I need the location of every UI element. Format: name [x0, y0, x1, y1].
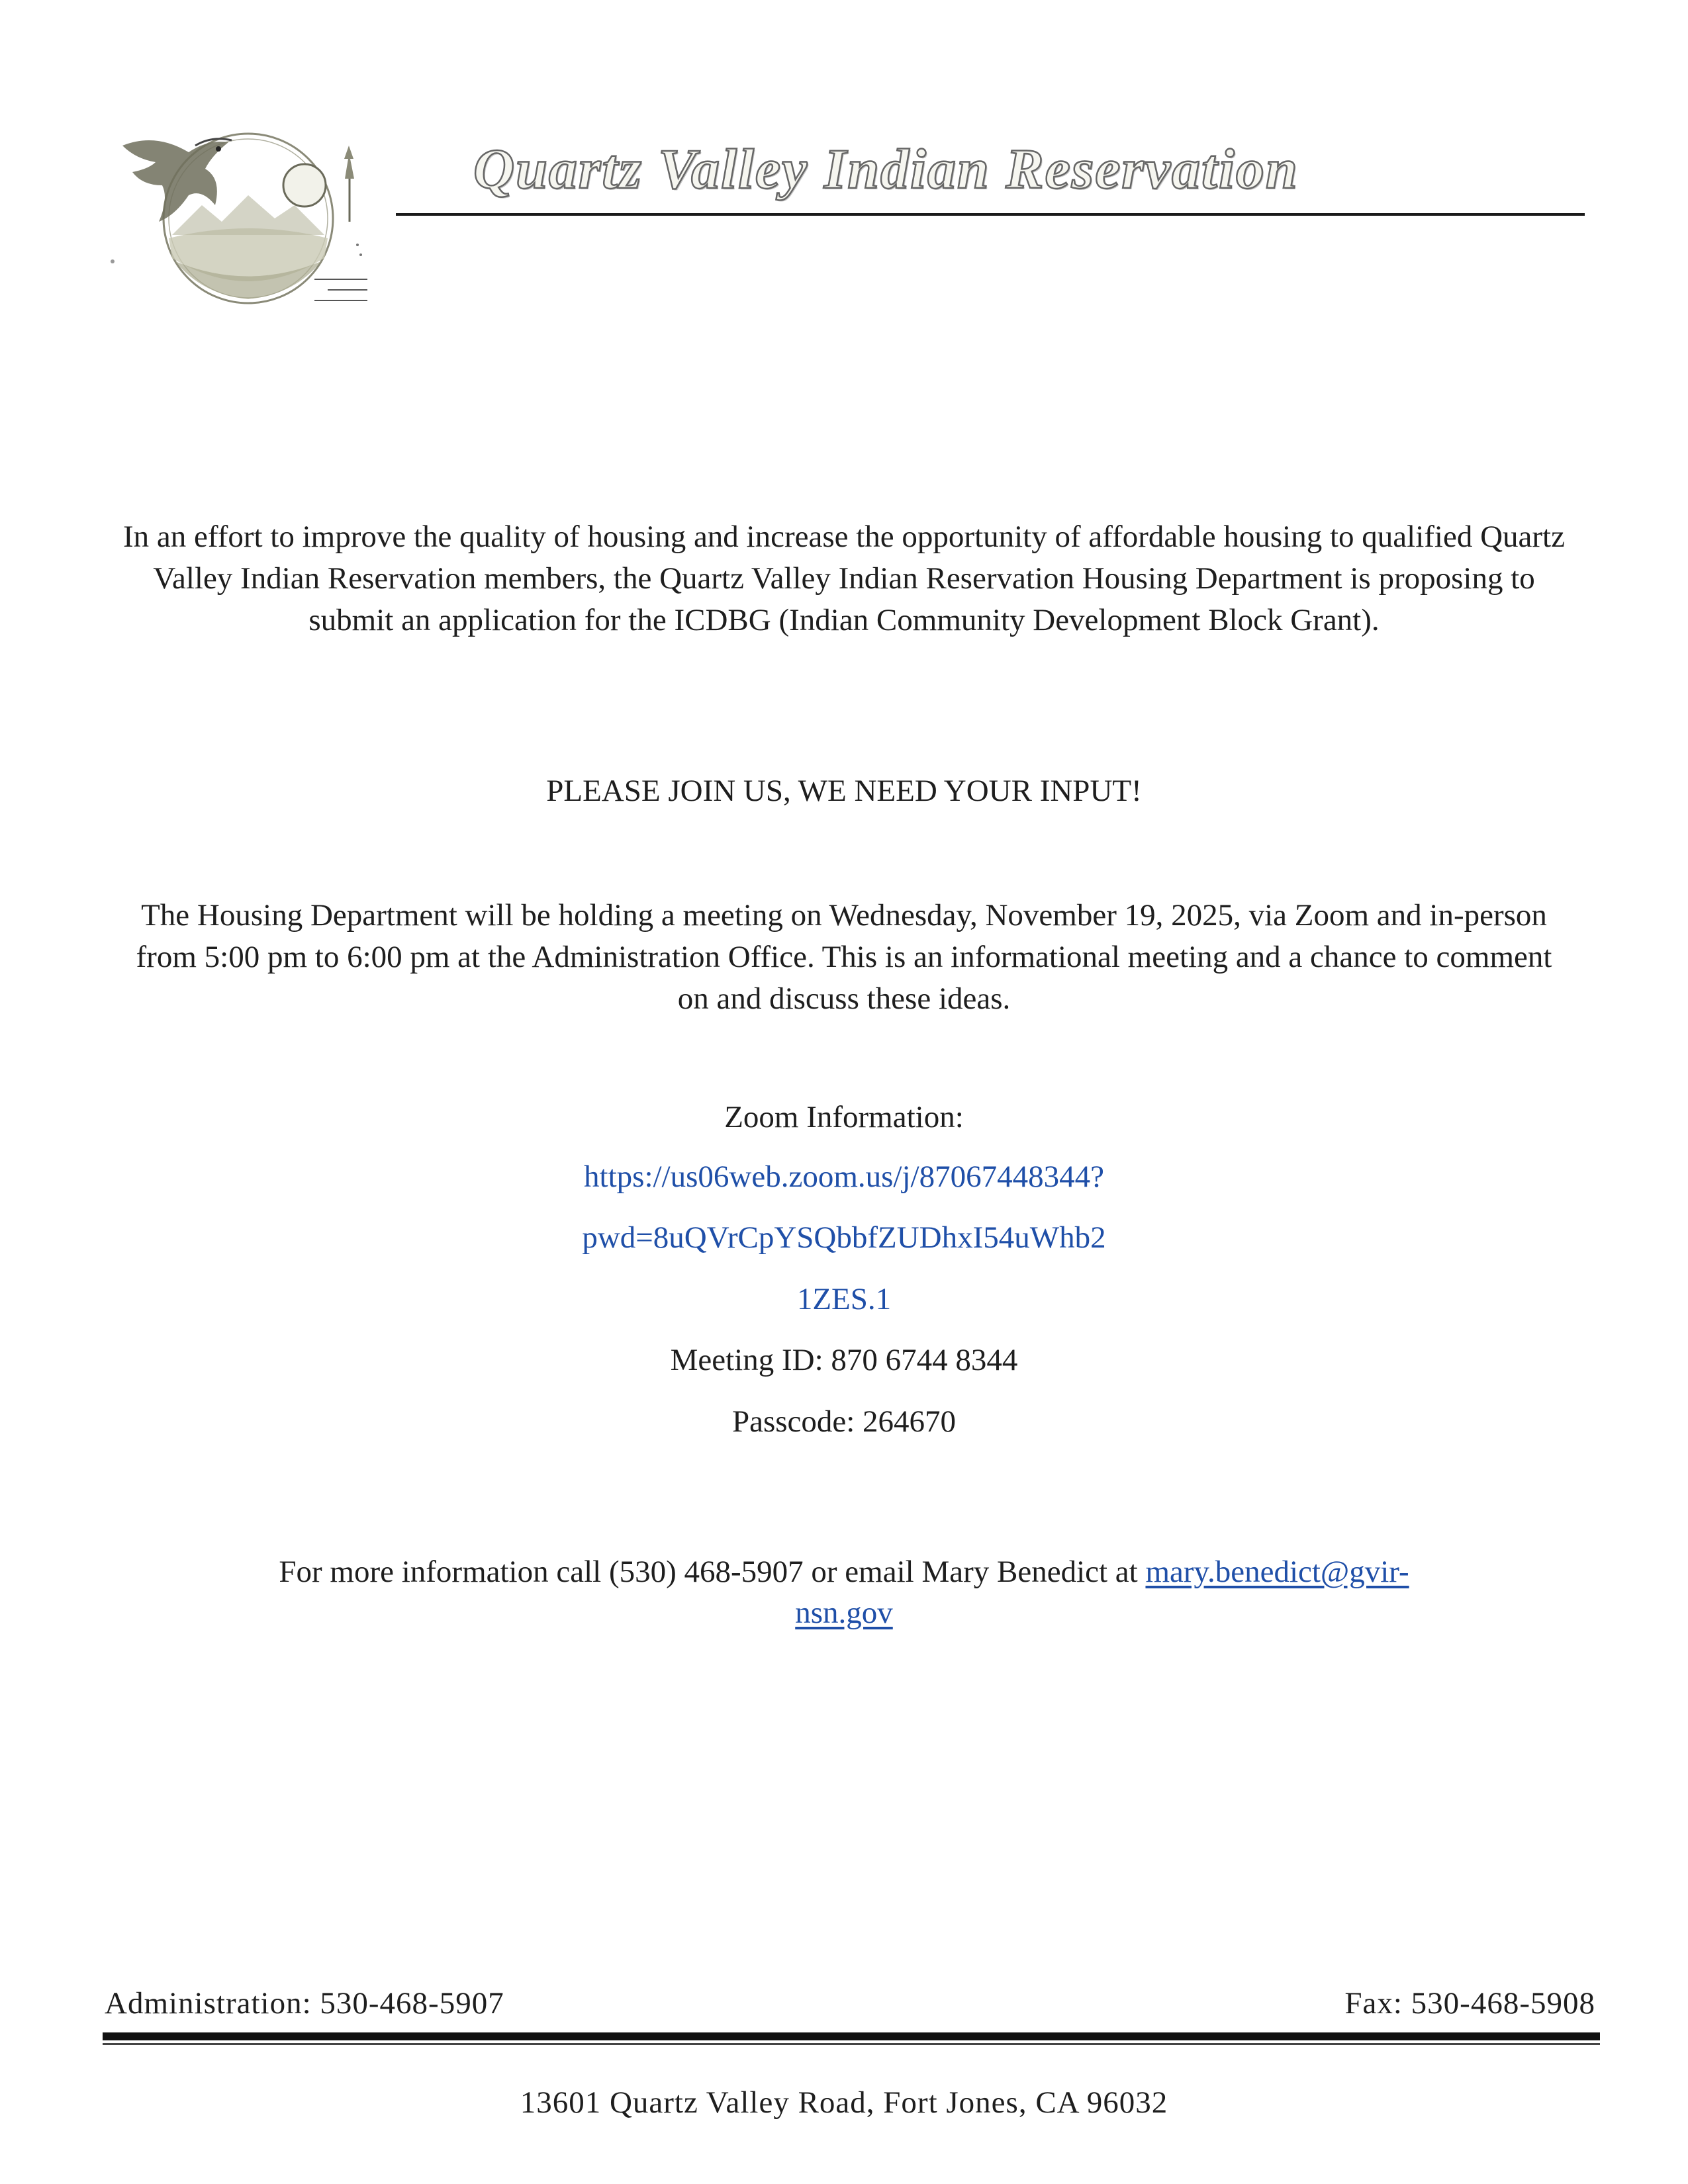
- footer-divider-thin: [103, 2043, 1600, 2045]
- call-to-action: PLEASE JOIN US, WE NEED YOUR INPUT!: [546, 774, 1142, 808]
- intro-paragraph: In an effort to improve the quality of housing and increase the opportunity of affordable housing to qualified Quartz Valley Indian Reservation members, the Quartz Valley Indian Reservation Housing Department is proposing to submit an application for the ICDBG (Indian Community Development Block Grant).: [123, 520, 1565, 637]
- zoom-heading: Zoom Information:: [724, 1100, 964, 1134]
- footer-address: 13601 Quartz Valley Road, Fort Jones, CA 96032: [520, 2085, 1168, 2120]
- tribal-seal-eagle-landscape-icon: [96, 106, 394, 318]
- header-divider: [396, 213, 1585, 216]
- contact-line-2: [119, 1593, 1569, 1633]
- footer-divider: [103, 2032, 1600, 2040]
- footer-fax: Fax: 530-468-5908: [1344, 1986, 1595, 2021]
- zoom-link-line-3[interactable]: 1ZES.1: [796, 1282, 892, 1316]
- email-link-part-2[interactable]: nsn.gov: [795, 1596, 893, 1630]
- meeting-paragraph: The Housing Department will be holding a meeting on Wednesday, November 19, 2025, via Zoom and in-person from 5:00 pm to 6:00 pm at the Administration Office. This is an informational meeting and a chance to comment on and discuss these ideas.: [136, 898, 1552, 1016]
- contact-text: For more information call (530) 468-5907 or email Mary Benedict at: [279, 1555, 1146, 1589]
- letterhead-title: Quartz Valley Indian Reservation: [473, 137, 1299, 201]
- zoom-link-line-2[interactable]: pwd=8uQVrCpYSQbbfZUDhxI54uWhb2: [582, 1220, 1106, 1255]
- passcode: Passcode: 264670: [731, 1404, 957, 1439]
- meeting-id: Meeting ID: 870 6744 8344: [670, 1343, 1018, 1377]
- contact-line: [119, 1552, 1569, 1592]
- email-link-part-1[interactable]: mary.benedict@gvir-: [1145, 1555, 1409, 1589]
- zoom-link-line-1[interactable]: https://us06web.zoom.us/j/87067448344?: [584, 1160, 1104, 1194]
- footer-administration-phone: Administration: 530-468-5907: [105, 1986, 504, 2021]
